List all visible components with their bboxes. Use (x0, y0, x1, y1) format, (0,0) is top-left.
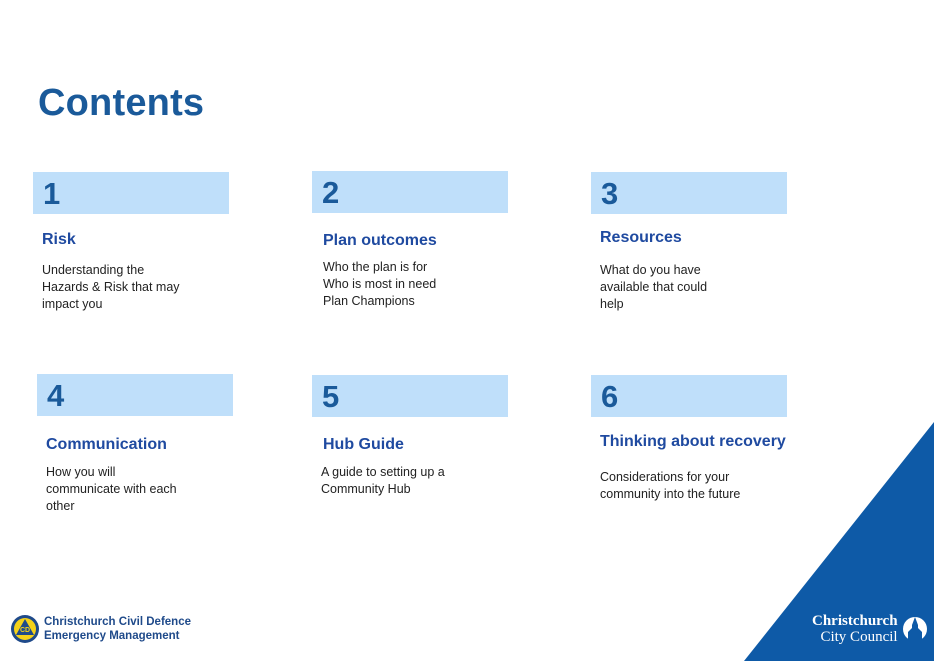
section-description: Understanding the Hazards & Risk that may impact you (42, 263, 180, 311)
contents-item-risk[interactable] (33, 172, 283, 322)
section-title: Thinking about recovery (600, 433, 786, 450)
council-name-line1: Christchurch (812, 613, 898, 629)
section-description: How you will communicate with each other (46, 465, 177, 513)
contents-item-resources[interactable] (591, 172, 841, 322)
contents-item-plan-outcomes[interactable] (312, 171, 562, 321)
civil-defence-badge-text: CD (19, 627, 31, 634)
section-number: 1 (33, 172, 229, 214)
section-number: 5 (312, 375, 508, 417)
cathedral-icon (902, 612, 928, 646)
section-description: Who the plan is for Who is most in need Plan Champions (323, 260, 437, 308)
contents-item-thinking-about-recovery[interactable] (591, 375, 841, 525)
section-number: 4 (37, 374, 233, 416)
section-title: Risk (42, 231, 76, 248)
cdem-name-line1: Christchurch Civil Defence (44, 616, 191, 628)
section-number: 6 (591, 375, 787, 417)
page-title: Contents (38, 82, 205, 124)
section-title: Resources (600, 229, 682, 246)
city-council-logo (812, 612, 928, 646)
contents-item-communication[interactable] (37, 374, 287, 524)
section-number: 3 (591, 172, 787, 214)
section-description: Considerations for your community into the future (600, 470, 741, 501)
civil-defence-badge-icon (10, 612, 40, 646)
section-title: Plan outcomes (323, 232, 437, 249)
section-title: Hub Guide (323, 436, 404, 453)
council-name-line2: City Council (820, 629, 898, 645)
section-description: A guide to setting up a Community Hub (321, 465, 445, 496)
cdem-name-line2: Emergency Management (44, 630, 180, 642)
section-description: What do you have available that could help (600, 263, 708, 311)
civil-defence-logo (10, 612, 191, 646)
section-number: 2 (312, 171, 508, 213)
section-title: Communication (46, 436, 167, 453)
contents-item-hub-guide[interactable] (312, 375, 562, 525)
